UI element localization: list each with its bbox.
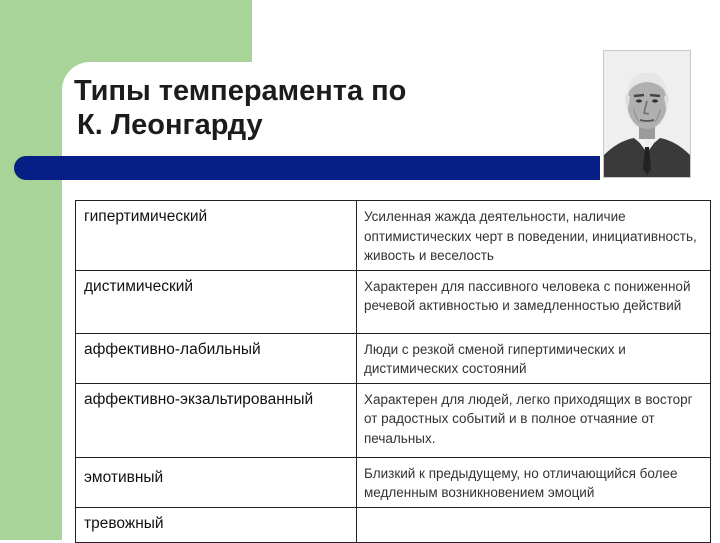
temperament-table (75, 200, 711, 543)
table-row (76, 201, 711, 271)
title-divider-bar (14, 156, 600, 180)
description-cell: Характерен для пассивного человека с пониженной речевой активностью и замедленностью действий (357, 270, 711, 333)
description-cell (357, 507, 711, 542)
table-row (76, 507, 711, 542)
term-cell: аффективно-экзальтированный (76, 383, 357, 457)
term-cell: тревожный (76, 507, 357, 542)
portrait-photo (603, 50, 691, 178)
table-row (76, 383, 711, 457)
description-cell: Усиленная жажда деятельности, наличие оптимистических черт в поведении, инициативность, живость и веселость (357, 201, 711, 271)
table-row (76, 333, 711, 383)
term-cell: аффективно-лабильный (76, 333, 357, 383)
description-cell: Близкий к предыдущему, но отличающийся более медленным возникновением эмоций (357, 457, 711, 507)
description-cell: Характерен для людей, легко приходящих в восторг от радостных событий и в полное отчаяние от печальных. (357, 383, 711, 457)
slide-title-line2: К. Леонгарду (77, 109, 263, 141)
portrait-photo-icon (604, 51, 690, 177)
slide-title (74, 74, 406, 142)
term-cell: эмотивный (76, 457, 357, 507)
term-cell: дистимический (76, 270, 357, 333)
slide-title-line1: Типы темперамента по (74, 75, 407, 107)
table-row (76, 457, 711, 507)
table-row (76, 270, 711, 333)
description-cell: Люди с резкой сменой гипертимических и дистимических состояний (357, 333, 711, 383)
term-cell: гипертимический (76, 201, 357, 271)
